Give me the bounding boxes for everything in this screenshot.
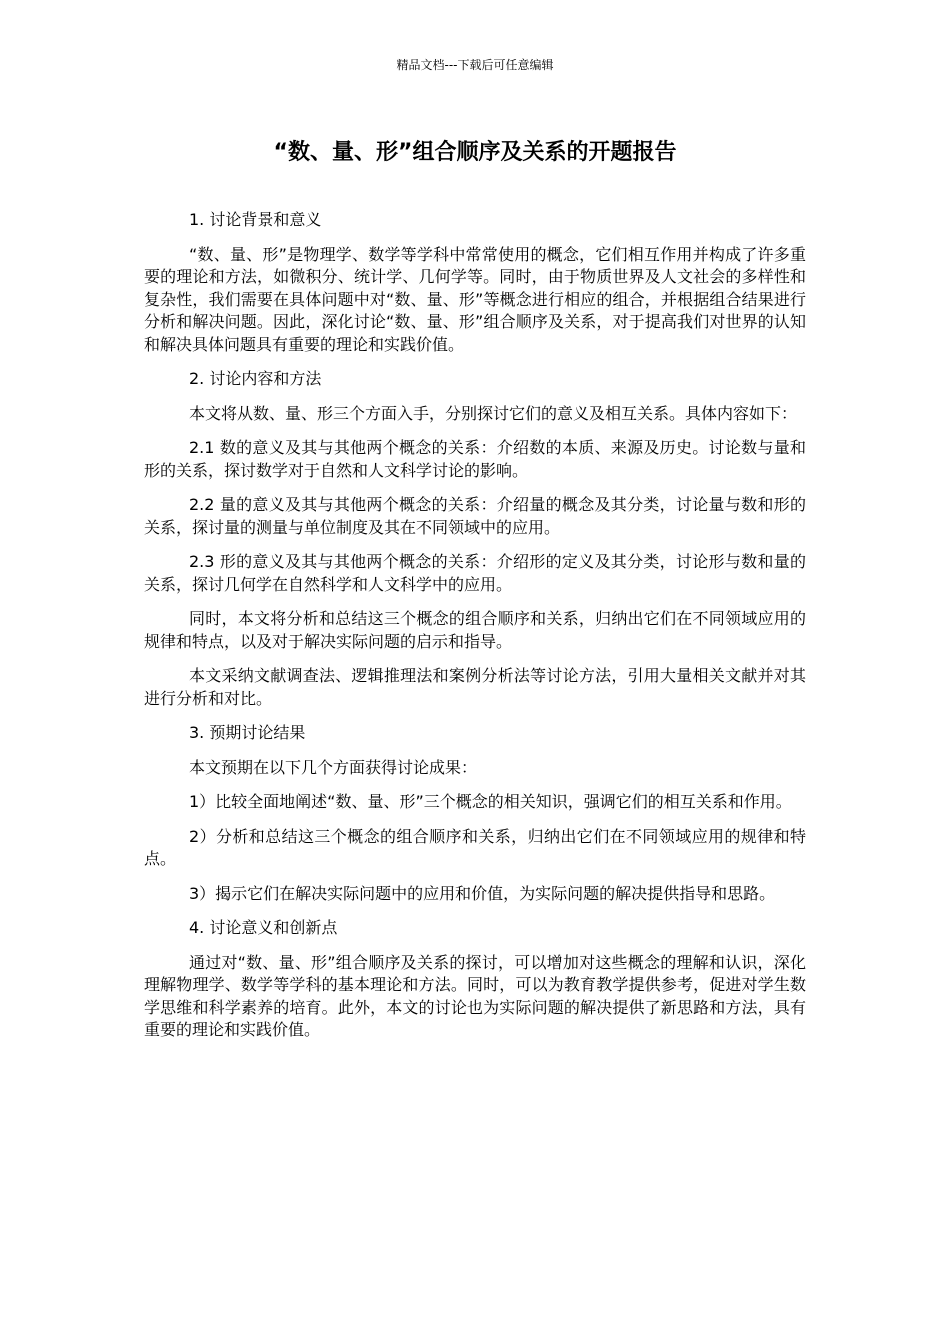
paragraph-result-2: 2）分析和总结这三个概念的组合顺序和关系，归纳出它们在不同领域应用的规律和特点。 <box>144 826 806 868</box>
paragraph-2-3: 2.3 形的意义及其与其他两个概念的关系：介绍形的定义及其分类，讨论形与数和量的关系，探讨几何学在自然科学和人文科学中的应用。 <box>144 552 806 594</box>
paragraph-results-intro: 本文预期在以下几个方面获得讨论成果： <box>189 757 478 777</box>
document-title: “数、量、形”组合顺序及关系的开题报告 <box>273 140 677 165</box>
paragraph-summary: 同时，本文将分析和总结这三个概念的组合顺序和关系，归纳出它们在不同领域应用的规律和特点，以及对于解决实际问题的启示和指导。 <box>144 609 806 651</box>
section-heading-1: 1. 讨论背景和意义 <box>189 210 322 229</box>
paragraph-significance: 通过对“数、量、形”组合顺序及关系的探讨，可以增加对这些概念的理解和认识，深化理解物理学、数学等学科的基本理论和方法。同时，可以为教育教学提供参考，促进对学生数学思维和科学素养的培育。此外，本文的讨论也为实际问题的解决提供了新思路和方法，具有重要的理论和实践价值。 <box>144 952 806 1039</box>
paragraph-background: “数、量、形”是物理学、数学等学科中常常使用的概念，它们相互作用并构成了许多重要的理论和方法，如微积分、统计学、几何学等。同时，由于物质世界及人文社会的多样性和复杂性，我们需要在具体问题中对“数、量、形”等概念进行相应的组合，并根据组合结果进行分析和解决问题。因此，深化讨论“数、量、形”组合顺序及关系，对于提高我们对世界的认知和解决具体问题具有重要的理论和实践价值。 <box>144 244 806 354</box>
section-heading-3: 3. 预期讨论结果 <box>189 723 306 742</box>
document-body <box>144 209 806 1054</box>
section-heading-2: 2. 讨论内容和方法 <box>189 369 322 388</box>
page-header: 精品文档---下载后可任意编辑 <box>396 58 554 72</box>
paragraph-content-intro: 本文将从数、量、形三个方面入手，分别探讨它们的意义及相互关系。具体内容如下： <box>189 403 798 423</box>
section-heading-4: 4. 讨论意义和创新点 <box>189 918 338 937</box>
paragraph-2-1: 2.1 数的意义及其与其他两个概念的关系：介绍数的本质、来源及历史。讨论数与量和形的关系，探讨数学对于自然和人文科学讨论的影响。 <box>144 438 806 480</box>
paragraph-2-2: 2.2 量的意义及其与其他两个概念的关系：介绍量的概念及其分类，讨论量与数和形的关系，探讨量的测量与单位制度及其在不同领域中的应用。 <box>144 495 806 537</box>
paragraph-result-3: 3）揭示它们在解决实际问题中的应用和价值，为实际问题的解决提供指导和思路。 <box>189 883 776 903</box>
paragraph-methods: 本文采纳文献调查法、逻辑推理法和案例分析法等讨论方法，引用大量相关文献并对其进行分析和对比。 <box>144 666 806 708</box>
paragraph-result-1: 1）比较全面地阐述“数、量、形”三个概念的相关知识，强调它们的相互关系和作用。 <box>189 792 792 811</box>
